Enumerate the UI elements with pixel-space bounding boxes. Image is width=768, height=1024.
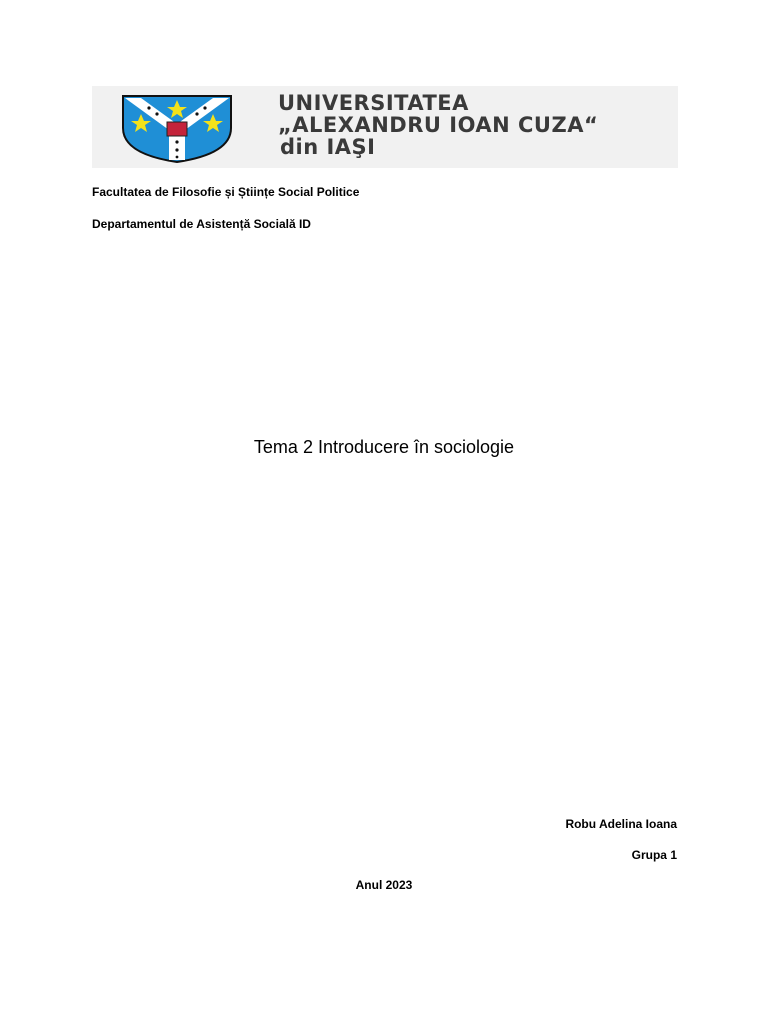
department-name: Departamentul de Asistență Socială ID bbox=[92, 217, 311, 231]
university-name-line3: din IAŞI bbox=[280, 135, 376, 159]
year-label: Anul 2023 bbox=[355, 878, 413, 892]
university-header bbox=[92, 86, 678, 168]
group-label: Grupa 1 bbox=[631, 848, 677, 862]
university-name-line2: „ALEXANDRU IOAN CUZA“ bbox=[278, 113, 599, 137]
university-name-line1: UNIVERSITATEA bbox=[278, 91, 469, 115]
faculty-name: Facultatea de Filosofie și Științe Social Politice bbox=[92, 185, 360, 199]
university-crest-icon bbox=[119, 94, 235, 164]
document-title: Tema 2 Introducere în sociologie bbox=[253, 437, 515, 457]
university-name bbox=[278, 92, 598, 158]
author-name: Robu Adelina Ioana bbox=[565, 817, 677, 831]
